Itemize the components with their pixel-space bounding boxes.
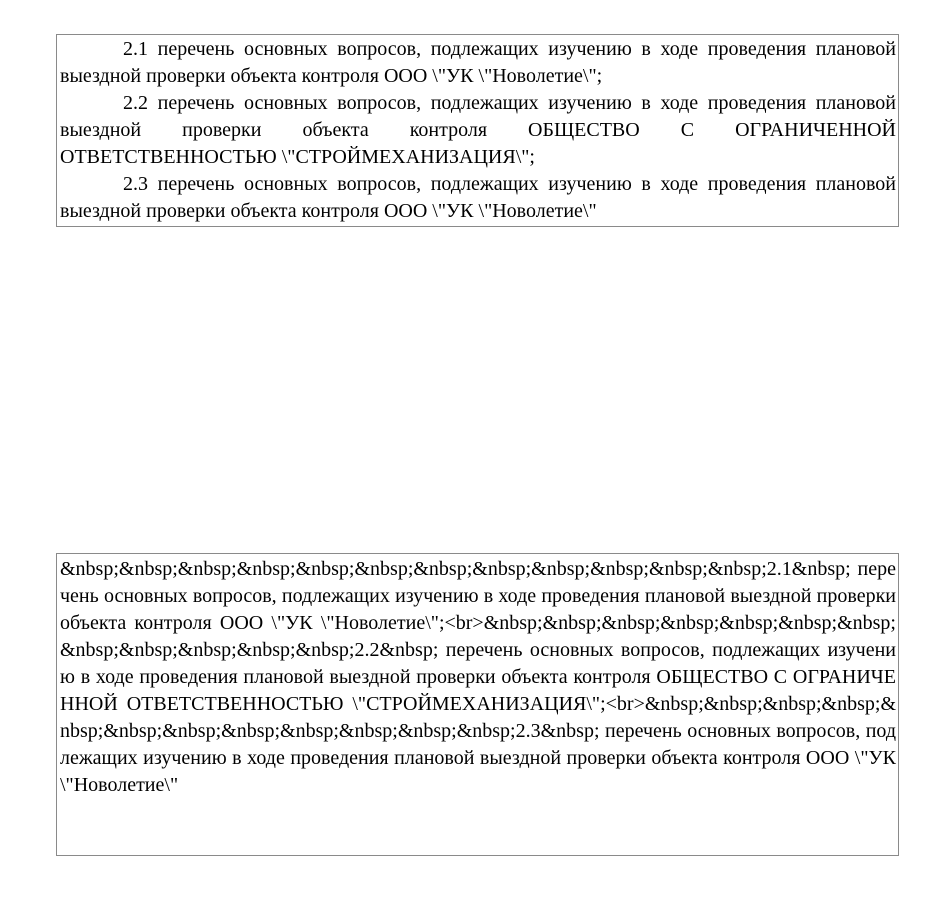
raw-markup-text: &nbsp;&nbsp;&nbsp;&nbsp;&nbsp;&nbsp;&nbsp;&nbsp;&nbsp;&nbsp;&nbsp;&nbsp;2.1&nbsp; перечень основных вопросов, подлежащих изучению в ходе проведения плановой выездной проверки объекта контроля ООО \"УК \"Новолетие\";<br>&nbsp;&nbsp;&nbsp;&nbsp;&nbsp;&nbsp;&nbsp;&nbsp;&nbsp;&nbsp;&nbsp;&nbsp;2.2&nbsp; перечень основных вопросов, подлежащих изучению в ходе проведения плановой выездной проверки объекта контроля ОБЩЕСТВО С ОГРАНИЧЕННОЙ ОТВЕТСТВЕННОСТЬЮ \"СТРОЙМЕХАНИЗАЦИЯ\";<br>&nbsp;&nbsp;&nbsp;&nbsp;&nbsp;&nbsp;&nbsp;&nbsp;&nbsp;&nbsp;&nbsp;&nbsp;2.3&nbsp; перечень основных вопросов, подлежащих изучению в ходе проведения плановой выездной проверки объекта контроля ООО \"УК \"Новолетие\" (60, 558, 896, 796)
list-item: 2.1 перечень основных вопросов, подлежащих изучению в ходе проведения плановой выездной проверки объекта контроля ООО \"УК \"Новолетие\"; (60, 38, 896, 87)
list-item: 2.2 перечень основных вопросов, подлежащих изучению в ходе проведения плановой выездной проверки объекта контроля ОБЩЕСТВО С ОГРАНИЧЕННОЙ ОТВЕТСТВЕННОСТЬЮ \"СТРОЙМЕХАНИЗАЦИЯ\"; (60, 92, 896, 168)
raw-markup-text-block (56, 553, 899, 856)
list-item: 2.3 перечень основных вопросов, подлежащих изучению в ходе проведения плановой выездной проверки объекта контроля ООО \"УК \"Новолетие\" (60, 173, 896, 222)
rendered-text-block (56, 34, 899, 227)
